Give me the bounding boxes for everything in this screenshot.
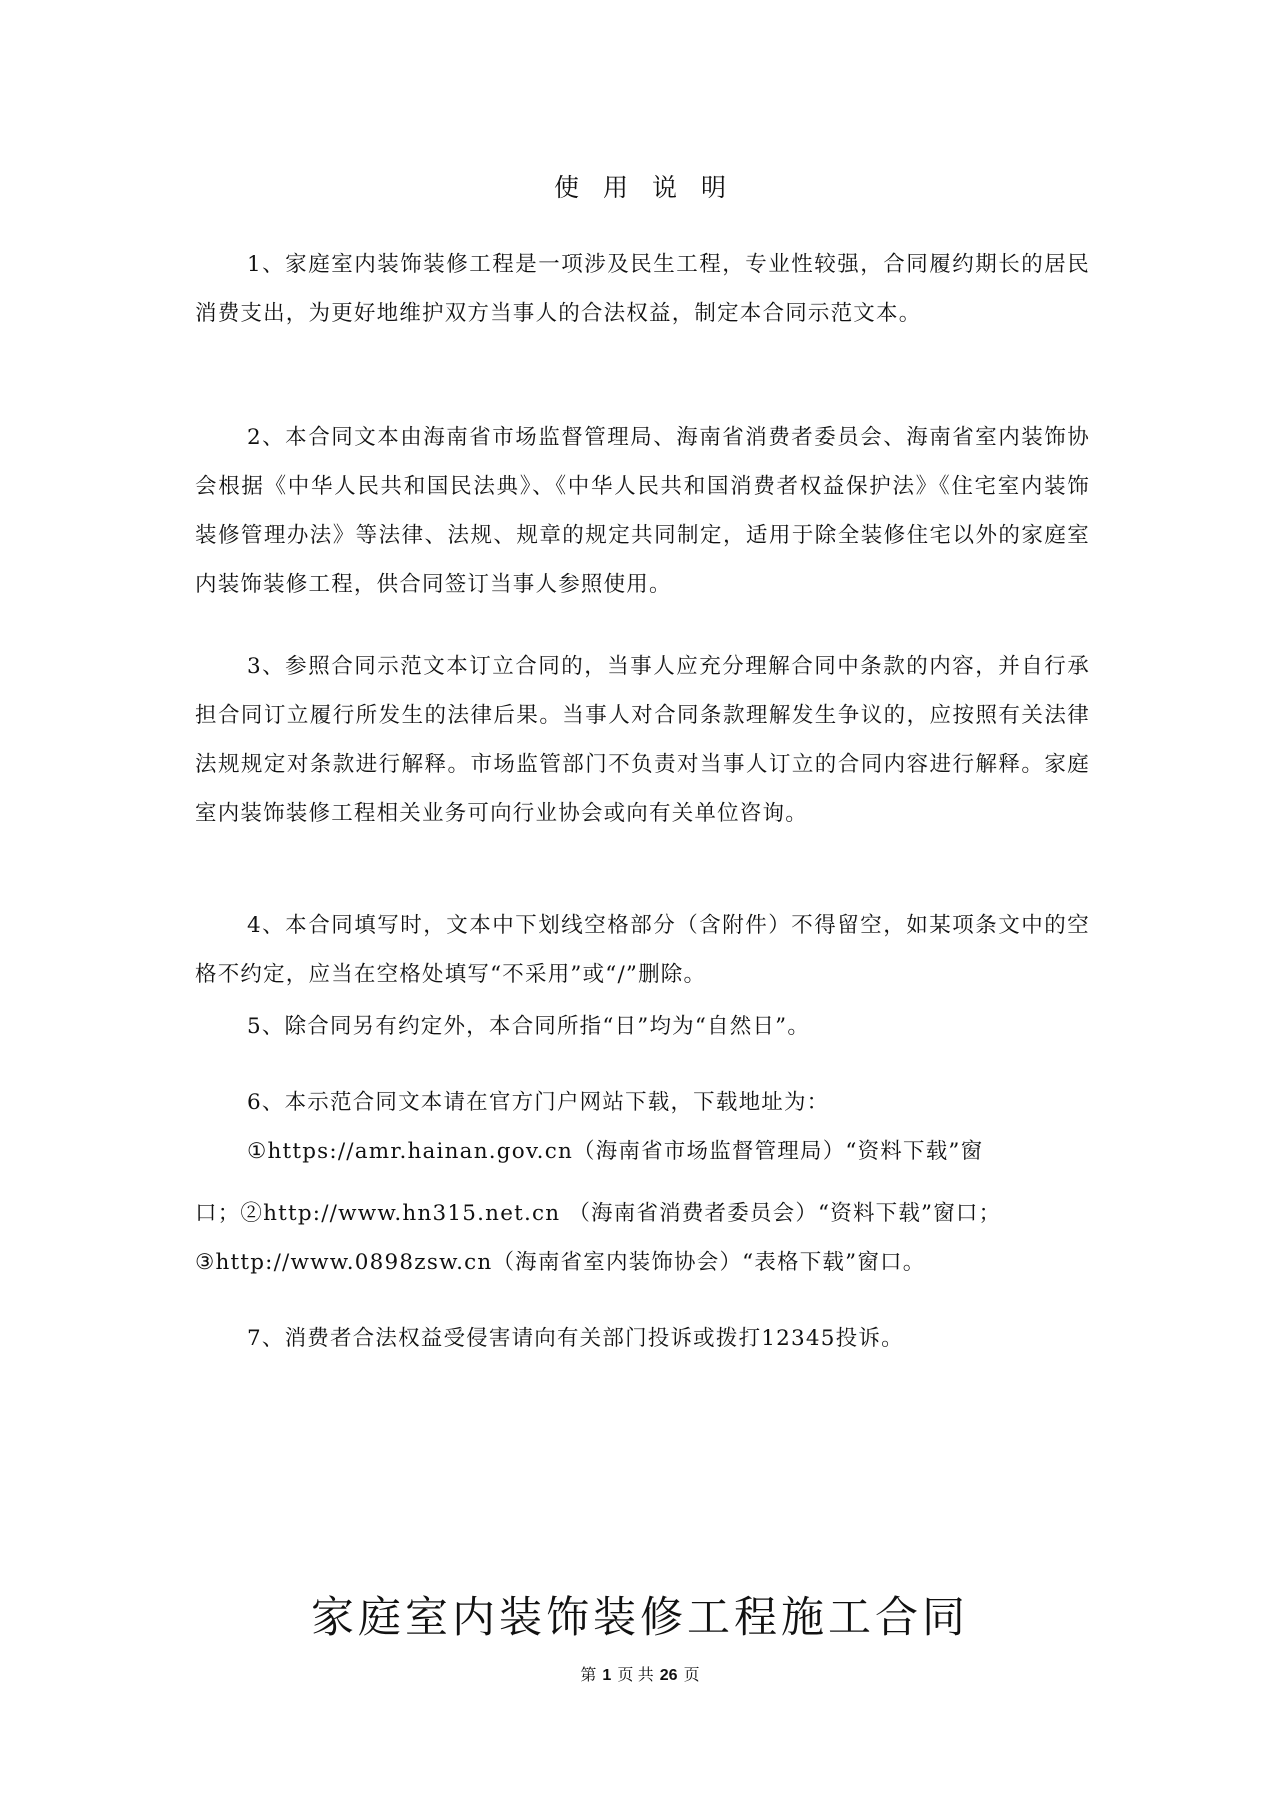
instruction-paragraph-3: 3、参照合同示范文本订立合同的，当事人应充分理解合同中条款的内容，并自行承担合同订立履行所发生的法律后果。当事人对合同条款理解发生争议的，应按照有关法律法规规定对条款进行解释。市场监管部门不负责对当事人订立的合同内容进行解释。家庭室内装饰装修工程相关业务可向行业协会或向有关单位咨询。: [195, 654, 1090, 826]
footer-suffix: 页: [683, 1667, 700, 1684]
instruction-paragraph-7: 7、消费者合法权益受侵害请向有关部门投诉或拨打12345投诉。: [247, 1326, 904, 1351]
page-number-footer: [0, 1665, 1280, 1687]
instruction-paragraph-2: 2、本合同文本由海南省市场监督管理局、海南省消费者委员会、海南省室内装饰协会根据《中华人民共和国民法典》、《中华人民共和国消费者权益保护法》《住宅室内装饰装修管理办法》等法律、法规、规章的规定共同制定，适用于除全装修住宅以外的家庭室内装饰装修工程，供合同签订当事人参照使用。: [195, 425, 1090, 597]
download-link-line-2: 口；②http://www.hn315.net.cn （海南省消费者委员会）“资料下载”窗口；: [195, 1201, 1002, 1226]
download-link-line-3: ③http://www.0898zsw.cn（海南省室内装饰协会）“表格下载”窗口。: [195, 1250, 926, 1275]
download-link-line-1: ①https://amr.hainan.gov.cn（海南省市场监督管理局）“资料下载”窗: [247, 1139, 984, 1164]
page-heading: 使用说明: [553, 173, 750, 202]
footer-mid: 页 共: [617, 1667, 654, 1684]
contract-title: 家庭室内装饰装修工程施工合同: [311, 1593, 969, 1643]
instruction-paragraph-1: 1、家庭室内装饰装修工程是一项涉及民生工程，专业性较强，合同履约期长的居民消费支出，为更好地维护双方当事人的合法权益，制定本合同示范文本。: [195, 252, 1090, 326]
total-pages-number: 26: [659, 1667, 678, 1684]
instruction-paragraph-4: 4、本合同填写时，文本中下划线空格部分（含附件）不得留空，如某项条文中的空格不约定，应当在空格处填写“不采用”或“/”删除。: [195, 913, 1090, 987]
current-page-number: 1: [602, 1667, 612, 1684]
instruction-paragraph-6: 6、本示范合同文本请在官方门户网站下载，下载地址为：: [247, 1090, 830, 1115]
instruction-paragraph-5: 5、除合同另有约定外，本合同所指“日”均为“自然日”。: [247, 1014, 811, 1039]
footer-prefix: 第: [580, 1667, 597, 1684]
